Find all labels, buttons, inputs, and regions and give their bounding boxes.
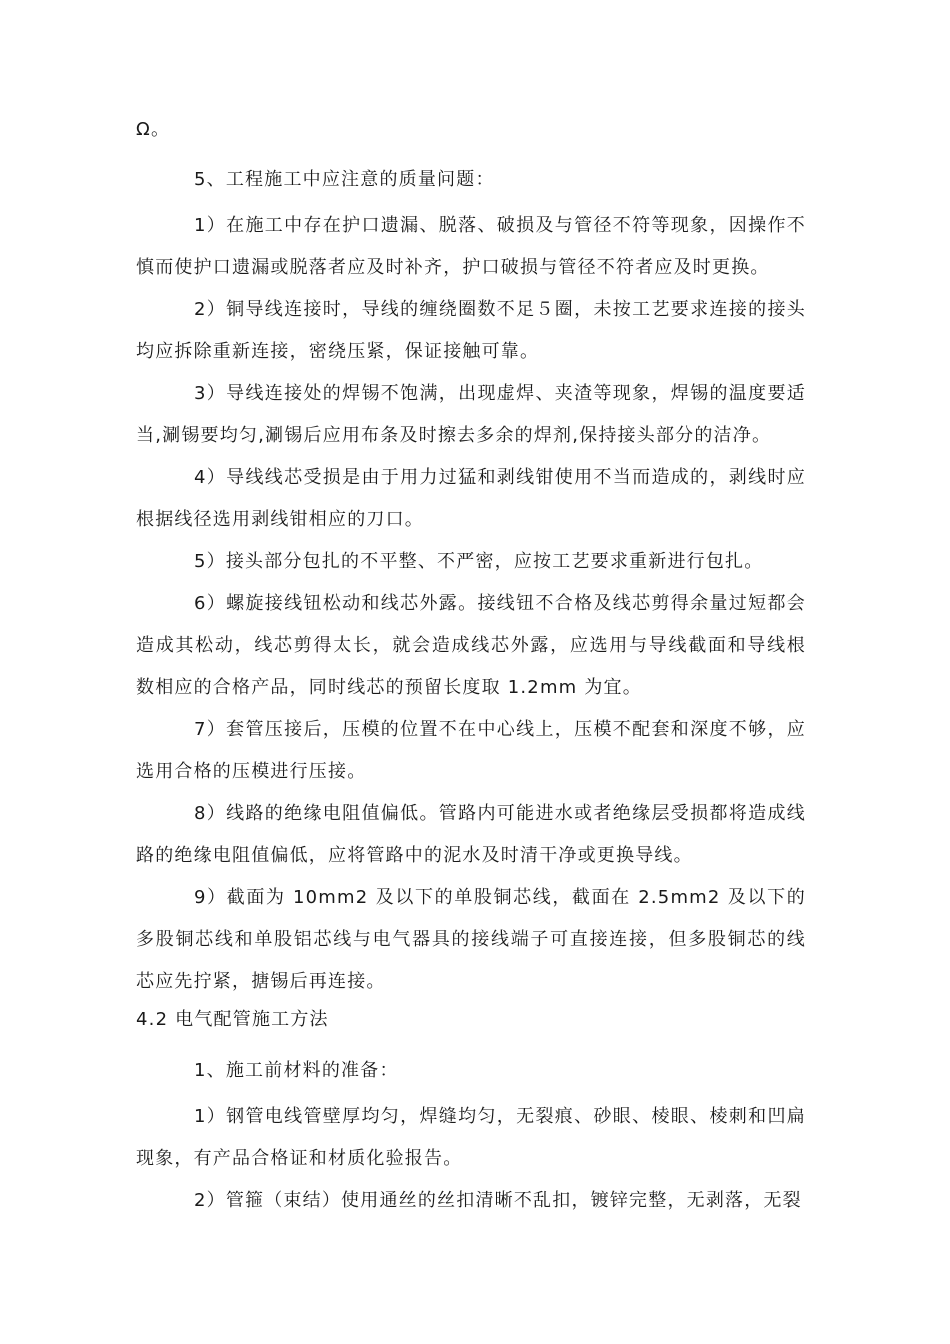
- item-5-point-9: 9）截面为 10mm2 及以下的单股铜芯线，截面在 2.5mm2 及以下的多股铜芯线和单股铝芯线与电气器具的接线端子可直接连接，但多股铜芯的线芯应先拧紧，搪锡后再连接。: [136, 887, 806, 992]
- continuation-text: Ω。: [136, 119, 171, 140]
- item-1-point-1: 1）钢管电线管壁厚均匀，焊缝均匀，无裂痕、砂眼、棱眼、棱刺和凹扁现象，有产品合格证和材质化验报告。: [136, 1106, 806, 1169]
- item-1-point-2: 2）管箍（束结）使用通丝的丝扣清晰不乱扣，镀锌完整，无剥落，无裂: [194, 1190, 802, 1211]
- item-5-point-4: 4）导线线芯受损是由于用力过猛和剥线钳使用不当而造成的，剥线时应根据线径选用剥线钳相应的刀口。: [136, 467, 806, 530]
- item-5-point-1: 1）在施工中存在护口遗漏、脱落、破损及与管径不符等现象，因操作不慎而使护口遗漏或脱落者应及时补齐，护口破损与管径不符者应及时更换。: [136, 215, 806, 278]
- section-heading: 4.2 电气配管施工方法: [136, 1009, 329, 1030]
- item-5-point-7: 7）套管压接后，压模的位置不在中心线上，压模不配套和深度不够，应选用合格的压模进行压接。: [136, 719, 806, 782]
- item-1-heading: 1、施工前材料的准备：: [194, 1060, 399, 1081]
- item-5-heading: 5、工程施工中应注意的质量问题：: [194, 169, 495, 190]
- item-5-point-5: 5）接头部分包扎的不平整、不严密，应按工艺要求重新进行包扎。: [194, 551, 764, 572]
- item-5-point-2: 2）铜导线连接时，导线的缠绕圈数不足５圈，未按工艺要求连接的接头均应拆除重新连接，密绕压紧，保证接触可靠。: [136, 299, 806, 362]
- item-5-point-8: 8）线路的绝缘电阻值偏低。管路内可能进水或者绝缘层受损都将造成线路的绝缘电阻值偏低，应将管路中的泥水及时清干净或更换导线。: [136, 803, 806, 866]
- item-5-point-6: 6）螺旋接线钮松动和线芯外露。接线钮不合格及线芯剪得余量过短都会造成其松动，线芯剪得太长，就会造成线芯外露，应选用与导线截面和导线根数相应的合格产品，同时线芯的预留长度取 1.2mm 为宜。: [136, 593, 806, 698]
- item-5-point-3: 3）导线连接处的焊锡不饱满，出现虚焊、夹渣等现象，焊锡的温度要适当,涮锡要均匀,涮锡后应用布条及时擦去多余的焊剂,保持接头部分的洁净。: [136, 383, 806, 446]
